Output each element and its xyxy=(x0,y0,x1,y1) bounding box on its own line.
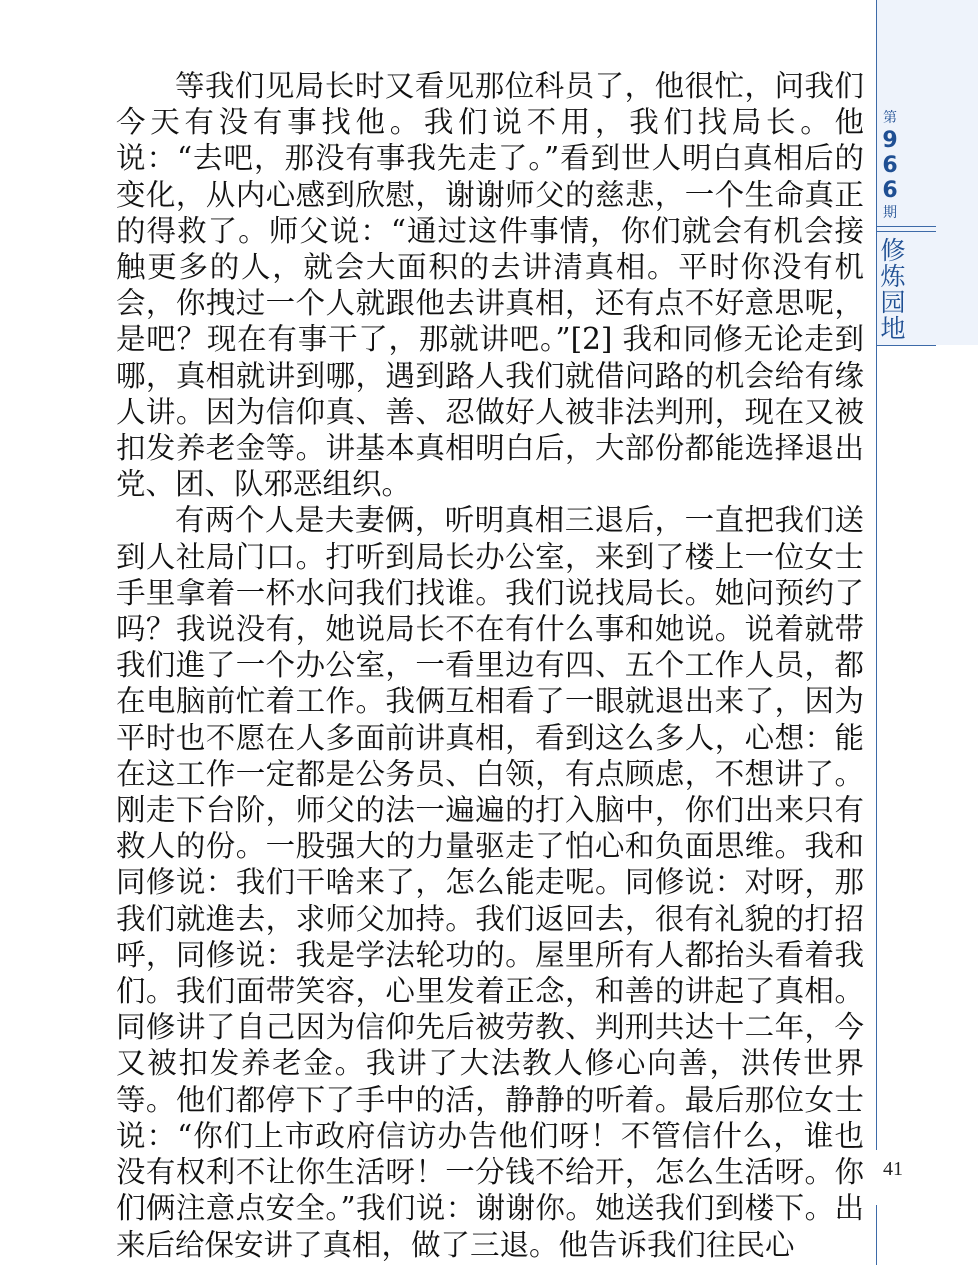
page-number: 41 xyxy=(883,1158,903,1180)
section-title: 修炼园地 xyxy=(880,236,906,343)
sidebar-rule-bottom xyxy=(876,1205,877,1265)
issue-label xyxy=(876,108,904,223)
issue-digit: 9 xyxy=(882,128,898,153)
paragraph-1: 等我们见局长时又看见那位科员了，他很忙，问我们今天有没有事找他。我们说不用，我们找局长。他说：“去吧，那没有事我先走了。”看到世人明白真相后的变化，从内心感到欣慰，谢谢师父的慈悲，一个生命真正的得救了。师父说：“通过这件事情，你们就会有机会接触更多的人，就会大面积的去讲清真相。平时你没有机会，你拽过一个人就跟他去讲真相，还有点不好意思呢，是吧？现在有事干了，那就讲吧。”[2] 我和同修无论走到哪，真相就讲到哪，遇到路人我们就借问路的机会给有缘人讲。因为信仰真、善、忍做好人被非法判刑，现在又被扣发养老金等。讲基本真相明白后，大部份都能选择退出党、团、队邪恶组织。 xyxy=(116,69,864,502)
divider-line xyxy=(876,345,936,346)
paragraph-2: 有两个人是夫妻俩，听明真相三退后，一直把我们送到人社局门口。打听到局长办公室，来到了楼上一位女士手里拿着一杯水问我们找谁。我们说找局长。她问预约了吗？我说没有，她说局长不在有什么事和她说。说着就带我们進了一个办公室，一看里边有四、五个工作人员，都在电脑前忙着工作。我俩互相看了一眼就退出来了，因为平时也不愿在人多面前讲真相，看到这么多人，心想：能在这工作一定都是公务员、白领，有点顾虑，不想讲了。刚走下台阶，师父的法一遍遍的打入脑中，你们出来只有救人的份。一股强大的力量驱走了怕心和负面思维。我和同修说：我们干啥来了，怎么能走呢。同修说：对呀，那我们就進去，求师父加持。我们返回去，很有礼貌的打招呼，同修说：我是学法轮功的。屋里所有人都抬头看着我们。我们面带笑容，心里发着正念，和善的讲起了真相。同修讲了自己因为信仰先后被劳教、判刑共达十二年，今又被扣发养老金。我讲了大法教人修心向善，洪传世界等。他们都停下了手中的活，静静的听着。最后那位女士说：“你们上市政府信访办告他们呀！不管信什么，谁也没有权利不让你生活呀！一分钱不给开，怎么生活呀。你们俩注意点安全。”我们说：谢谢你。她送我们到楼下。出来后给保安讲了真相，做了三退。他告诉我们往民心 xyxy=(116,503,864,1262)
issue-suffix: 期 xyxy=(883,205,897,221)
sidebar xyxy=(876,0,978,1265)
divider-line xyxy=(876,226,936,227)
issue-digit: 6 xyxy=(882,153,898,178)
issue-digit: 6 xyxy=(882,178,898,203)
article-body xyxy=(116,68,864,1263)
divider-line xyxy=(876,231,936,232)
issue-prefix: 第 xyxy=(883,110,897,126)
